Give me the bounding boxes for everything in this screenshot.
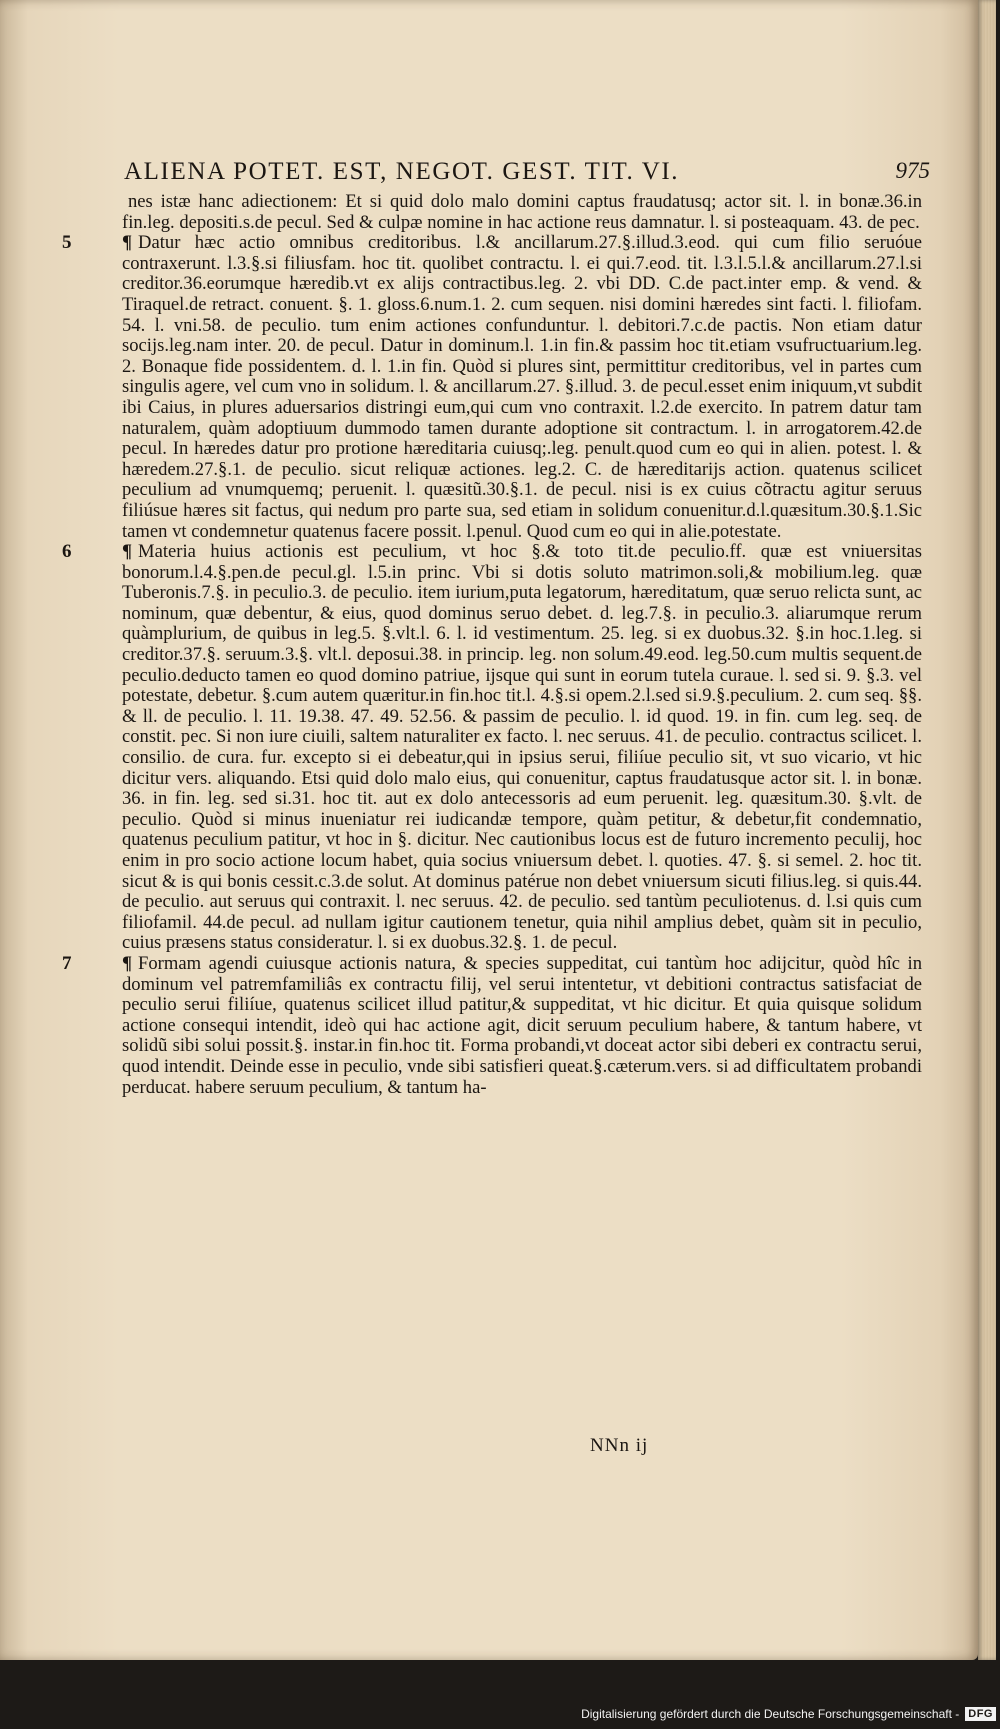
paragraph-5: [62, 233, 922, 542]
running-title: ALIENA POTET. EST, NEGOT. GEST. TIT. VI.: [124, 158, 680, 185]
paragraph-6: [62, 542, 922, 954]
paragraph-0: [62, 192, 922, 233]
footer-text: Digitalisierung gefördert durch die Deutsche Forschungsgemeinschaft -: [581, 1707, 960, 1721]
paragraph-text: nes istæ hanc adiectionem: Et si quid dolo malo domini captus fraudatusq; actor sit. l. in bonæ.36.in fin.leg. depositi.s.de pecul. Sed & culpæ nomine in hac actione reus damnatur. l. si posteaquam. 43. de pec.: [122, 191, 922, 233]
paragraph-text: Formam agendi cuiusque actionis natura, & species suppeditat, cui tantùm hoc adijcitur, quòd hîc in dominum vel patremfamiliâs ex contractu filij, vel serui intentetur, vt debitioni contractus satisfaciat de peculio serui filiíue, quatenus scilicet illud patitur,& suppeditat, vt hic dicitur. Et quia quisque solidum actione consequi intendit, ideò qui hac actione agit, dicit seruum peculium habere, & tantum habere, vt solidũ sibi solui possit.§. instar.in fin.hoc tit. Forma probandi,vt doceat actor sibi deberi ex contractu serui, quod intendit. Deinde esse in peculio, vnde sibi satisfieri queat.§.cæterum.vers. si ad difficultatem probandi perducat. habere seruum peculium, & tantum ha-: [122, 952, 922, 1098]
margin-number: 5: [62, 232, 72, 254]
page-edge: [978, 0, 996, 1660]
page-number: 975: [895, 158, 930, 183]
margin-number: 7: [62, 952, 72, 974]
digitization-footer: [581, 1705, 996, 1723]
pilcrow-icon: ¶: [122, 952, 133, 974]
paragraph-text: Datur hæc actio omnibus creditoribus. l.& ancillarum.27.§.illud.3.eod. qui cum filio seruóue contraxerunt. l.3.§.si filiusfam. hoc tit. quolibet contractu. l. ei qui.7.eod. tit. l.3.l.5.l.& ancillarum.27.l.si creditor.36.eorumque hæredib.vt ex alijs contractibus.leg. 2. vbi DD. C.de pact.inter emp. & vend. & Tiraquel.de retract. conuent. §. 1. gloss.6.num.1. 2. cum sequen. nisi domini hæredes sint facti. l. filiofam. 54. l. vni.58. de peculio. tum enim actiones confunduntur. l. debitori.7.c.de pactis. Non etiam datur socijs.leg.nam inter. 20. de pecul. Datur in dominum.l. 1.in fin.& passim hoc tit.etiam vsufructuarium.leg. 2. Bonaque fide possidentem. d. l. 1.in fin. Quòd si plures sint, permittitur creditoribus, vel in partes cum singulis agere, vel cum vno in solidum. l. & ancillarum.27. §.illud. 3. de pecul.esset enim iniquum,vt subdit ibi Caius, in plures aduersarios distringi eum,qui cum vno contraxit. l.2.de exercito. In patrem datur tam naturalem, quàm adoptiuum dummodo tamen durante adoptione sit contractum. l. in arrogatorem.42.de pecul. In hæredes datur pro protione hæreditaria cuiusq;.leg. penult.quod cum eo qui in alien. potest. l. & hæredem.27.§.1. de peculio. sicut reliquæ actiones. leg.2. C. de hæreditarijs action. quatenus scilicet peculium ad vnumquemq; peruenit. l. quæsitũ.30.§.1. de pecul. nisi is ex cuius cõtractu agitur seruus filiúsue hæres sit factus, qui nedum pro parte sua, sed etiam in solidum conuenitur.d.l.quæsitum.30.§.1.Sic tamen vt condemnetur quatenus facere possit. l.penul. Quod cum eo qui in alie.potestate.: [122, 232, 922, 542]
dfg-logo-icon: DFG: [965, 1707, 996, 1721]
pilcrow-icon: ¶: [122, 232, 133, 254]
body-text: [62, 192, 922, 1098]
signature-mark: NNn ij: [590, 1435, 649, 1456]
running-header: [120, 158, 940, 190]
paragraph-7: [62, 954, 922, 1098]
margin-number: 6: [62, 541, 72, 563]
pilcrow-icon: ¶: [122, 541, 133, 563]
paragraph-text: Materia huius actionis est peculium, vt hoc §.& toto tit.de peculio.ff. quæ est vniuersitas bonorum.l.4.§.pen.de pecul.gl. l.5.in princ. Vbi si dotis soluto matrimon.soli,& mobilium.leg. quæ Tuberonis.7.§. in peculio.3. de peculio. item iurium,puta legatorum, hæreditatum, quæ seruo relicta sunt, ac nominum, quæ debentur, & eius, quod dominus seruo debet. d. leg.7.§. in peculio.3. aliarumque rerum quàmplurium, de quibus in leg.5. §.vlt.l. 6. l. id vestimentum. 25. leg. si ex duobus.32. §.in hoc.1.leg. si creditor.37.§. seruum.3.§. vlt.l. deposui.38. in princip. leg. non solum.49.eod. leg.50.cum multis sequent.de peculio.deducto tamen eo quod domino patriue, ijsque qui sunt in eorum tutela curaue. l. sed si. 9. §.3. vel potestate, debetur. §.cum autem quæritur.in fin.hoc tit.l. 4.§.si opem.2.l.sed si.9.§.peculium. 2. cum seq. §§. & ll. de peculio. l. 11. 19.38. 47. 49. 52.56. & passim de peculio. l. id quod. 19. in fin. cum leg. seq. de constit. pec. Si non iure ciuili, saltem naturaliter ex facto. l. nec seruus. 41. de peculio. contractus scilicet. l. consilio. de cura. fur. excepto si ei debeatur,qui in ipsius serui, filiíue peculio sit, vt suo vicario, vt hic dicitur vers. aliquando. Etsi quid dolo malo eius, qui conuenitur, captus fraudatusque actor sit. l. in bonæ. 36. in fin. leg. sed si.31. hoc tit. aut ex dolo antecessoris ad eum peruenit. leg. quæsitum.30. §.vlt. de peculio. Quòd si minus inueniatur rei iudicandæ tempore, quàm petitur, & debetur,fit condemnatio, quatenus peculium patitur, vt hoc in §. dicitur. Nec cautionibus locus est de futuro incremento peculij, hoc enim in pro socio actione locum habet, quia socius vniuersum debet. l. quoties. 47. §. si semel. 2. hoc tit. sicut & is qui bonis cessit.c.3.de solut. At dominus patérue non debet vniuersum sicuti filius.leg. si quis.44. de peculio. aut seruus qui contraxit. l. nec seruus. 42. de peculio. sed tantùm peculiotenus. d. l.si quis cum filiofamil. 44.de pecul. ad nullam igitur cautionem tenetur, quia nihil amplius debet, quàm sit in peculio, cuius præsens status consideratur. l. si ex duobus.32.§. 1. de pecul.: [122, 541, 922, 954]
